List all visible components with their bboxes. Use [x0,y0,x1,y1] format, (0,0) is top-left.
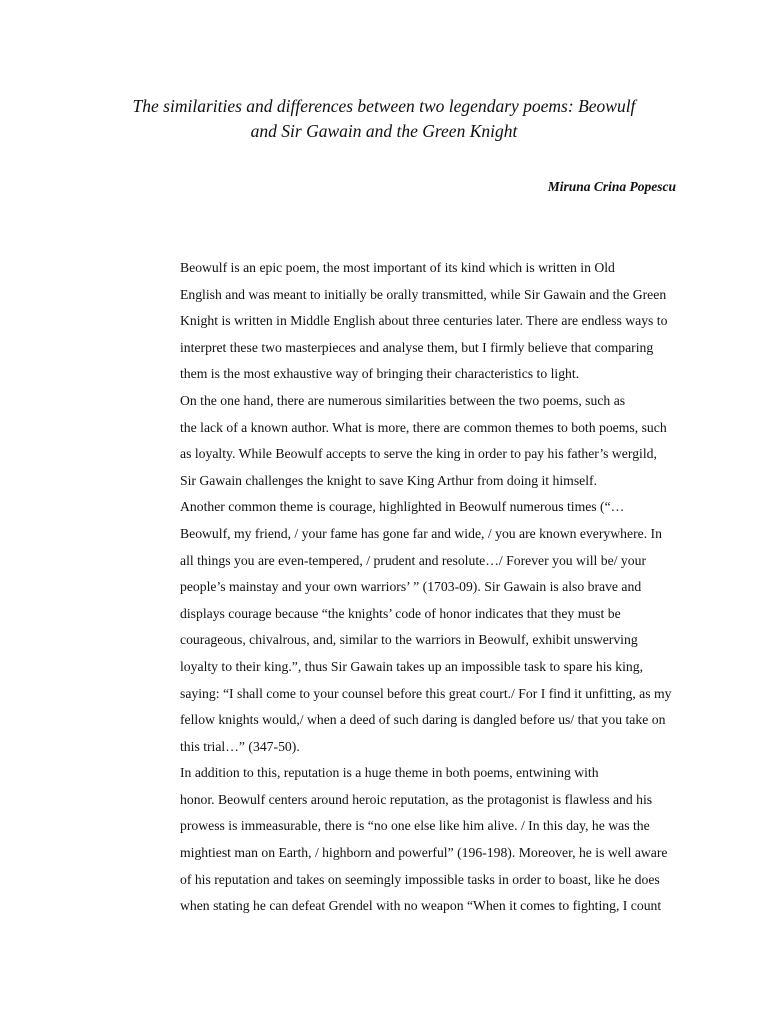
paragraph [135,255,679,388]
text-line: fellow knights would,/ when a deed of such daring is dangled before us/ that you take on [180,712,666,728]
essay-body [135,255,679,920]
text-line: of his reputation and takes on seemingly impossible tasks in order to boast, like he does [180,871,660,887]
text-line: this trial…” (347-50). [180,738,300,754]
text-line: Knight is written in Middle English about three centuries later. There are endless ways to [180,313,668,329]
text-line: Another common theme is courage, highlighted in Beowulf numerous times (“… [180,499,625,515]
text-line: mightiest man on Earth, / highborn and powerful” (196-198). Moreover, he is well aware [180,845,668,861]
text-line: Sir Gawain challenges the knight to save King Arthur from doing it himself. [180,472,598,488]
paragraph [135,494,679,760]
text-line: when stating he can defeat Grendel with no weapon “When it comes to fighting, I count [180,898,662,914]
text-line: English and was meant to initially be orally transmitted, while Sir Gawain and the Green [180,286,667,302]
text-line: all things you are even-tempered, / prudent and resolute…/ Forever you will be/ your [180,552,647,568]
text-line: On the one hand, there are numerous similarities between the two poems, such as [180,392,626,408]
document-title [80,94,688,144]
text-line: courageous, chivalrous, and, similar to the warriors in Beowulf, exhibit unswerving [180,632,638,648]
text-line: loyalty to their king.”, thus Sir Gawain takes up an impossible task to spare his king, [180,658,644,674]
text-line: Beowulf is an epic poem, the most important of its kind which is written in Old [180,260,615,275]
text-line: displays courage because “the knights’ code of honor indicates that they must be [180,605,621,621]
text-line: Beowulf, my friend, / your fame has gone far and wide, / you are known everywhere. In [180,525,662,541]
author-name: Miruna Crina Popescu [547,179,676,194]
text-line: them is the most exhaustive way of bringing their characteristics to light. [180,366,580,382]
text-line: as loyalty. While Beowulf accepts to serve the king in order to pay his father’s wergild, [180,446,657,462]
text-line: people’s mainstay and your own warriors’ ” (1703-09). Sir Gawain is also brave and [180,579,642,595]
text-line: honor. Beowulf centers around heroic reputation, as the protagonist is flawless and his [180,791,653,807]
text-line: saying: “I shall come to your counsel before this great court./ For I find it unfitting, as my [180,685,672,701]
title-line: The similarities and differences between two legendary poems: Beowulf [132,96,636,116]
title-line: and Sir Gawain and the Green Knight [250,121,518,141]
text-line: interpret these two masterpieces and analyse them, but I firmly believe that comparing [180,339,654,355]
text-line: In addition to this, reputation is a huge theme in both poems, entwining with [180,765,599,781]
text-line: the lack of a known author. What is more, there are common themes to both poems, such [180,419,667,435]
text-line: prowess is immeasurable, there is “no one else like him alive. / In this day, he was the [180,818,650,834]
paragraph [135,760,679,920]
paragraph [135,388,679,494]
